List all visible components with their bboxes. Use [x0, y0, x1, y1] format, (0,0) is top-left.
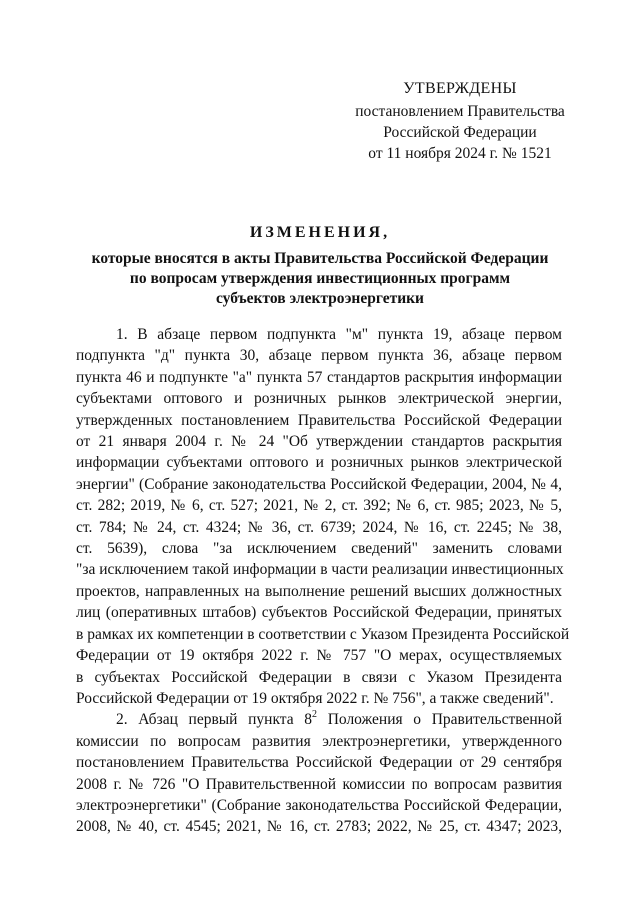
approval-heading: УТВЕРЖДЕНЫ [403, 80, 517, 97]
paragraph-1 [76, 324, 570, 709]
paragraph-line: Российской Федерации от 19 октября 2022 г. № 756", а также сведений". [76, 689, 554, 707]
footnote-superscript: 2 [312, 709, 318, 721]
document-subtitle [70, 249, 570, 309]
subtitle-line-2: по вопросам утверждения инвестиционных программ [129, 270, 511, 287]
paragraph-line: информации субъектами оптового и розничных рынков электрической [76, 454, 562, 472]
paragraph-line [76, 709, 562, 730]
approval-block [330, 78, 590, 164]
approval-line-3: от 11 ноября 2024 г. № 1521 [368, 145, 552, 162]
paragraph-line: подпункта "д" пункта 30, абзаце первом пункта 36, абзаце первом [76, 347, 562, 365]
paragraph-line: энергии" (Собрание законодательства Российской Федерации, 2004, № 4, [76, 475, 562, 493]
paragraph-line: 2008 г. № 726 "О Правительственной комиссии по вопросам развития [76, 775, 562, 793]
paragraph-line: от 21 января 2004 г. № 24 "Об утверждении стандартов раскрытия [76, 433, 562, 451]
paragraph-line: Федерации от 19 октября 2022 г. № 757 "О мерах, осуществляемых [76, 647, 562, 665]
paragraph-2-prefix: 2. Абзац первый пункта 8 [116, 711, 313, 729]
document-title: ИЗМЕНЕНИЯ, [249, 224, 391, 241]
paragraph-line: 1. В абзаце первом подпункта "м" пункта 19, абзаце первом [116, 326, 562, 343]
approval-line-1: постановлением Правительства [355, 103, 565, 120]
subtitle-line-1: которые вносятся в акты Правительства Российской Федерации [91, 250, 549, 267]
paragraph-line: ст. 282; 2019, № 6, ст. 527; 2021, № 2, ст. 392; № 6, ст. 985; 2023, № 5, [76, 497, 562, 515]
paragraph-line: комиссии по вопросам развития электроэнергетики, утвержденного [76, 732, 562, 750]
paragraph-line: "за исключением такой информации в части реализации инвестиционных [76, 561, 564, 579]
paragraph-line: в рамках их компетенции в соответствии с Указом Президента Российской [76, 625, 570, 643]
paragraph-line: субъектами оптового и розничных рынков электрической энергии, [76, 390, 562, 408]
approval-line-2: Российской Федерации [383, 124, 537, 141]
paragraph-2-suffix: Положения о Правительственной [317, 711, 562, 729]
paragraph-line: утвержденных постановлением Правительства Российской Федерации [76, 411, 562, 429]
subtitle-line-3: субъектов электроэнергетики [216, 290, 424, 307]
paragraph-line: лиц (оперативных штабов) субъектов Российской Федерации, принятых [76, 604, 562, 622]
paragraph-2 [76, 709, 562, 837]
paragraph-line: 2008, № 40, ст. 4545; 2021, № 16, ст. 2783; 2022, № 25, ст. 4347; 2023, [76, 818, 562, 836]
paragraph-line: ст. 784; № 24, ст. 4324; № 36, ст. 6739; 2024, № 16, ст. 2245; № 38, [76, 518, 562, 536]
paragraph-line: ст. 5639), слова "за исключением сведений" заменить словами [76, 540, 562, 558]
paragraph-line: в субъектах Российской Федерации в связи с Указом Президента [76, 668, 562, 686]
paragraph-line: постановлением Правительства Российской Федерации от 29 сентября [76, 754, 562, 772]
document-body [76, 324, 570, 838]
paragraph-line: проектов, направленных на выполнение решений высших должностных [76, 582, 562, 600]
paragraph-line: пункта 46 и подпункте "а" пункта 57 стандартов раскрытия информации [76, 368, 562, 386]
paragraph-line: электроэнергетики" (Собрание законодательства Российской Федерации, [76, 796, 562, 814]
